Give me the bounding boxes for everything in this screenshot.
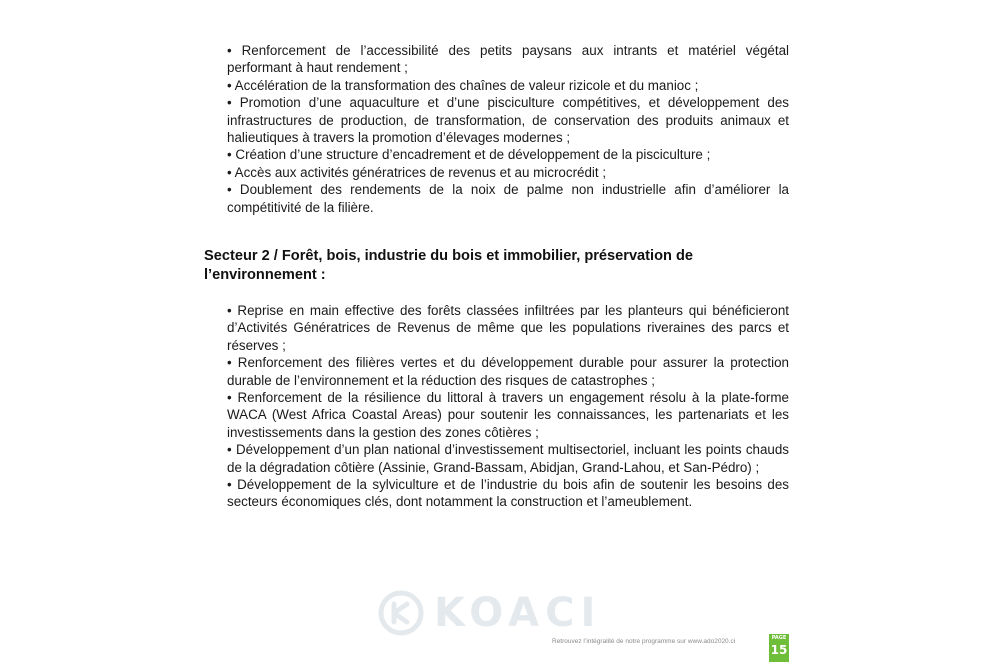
list-item: • Développement de la sylviculture et de l’industrie du bois afin de soutenir les besoins des secteurs économiques clés, dont notamment la construction et l’ameublement. <box>227 477 789 510</box>
list-item: • Reprise en main effective des forêts classées infiltrées par les planteurs qui bénéficieront d’Activités Génératrices de Revenus de même que les populations riveraines des parcs et réserves ; <box>227 303 789 353</box>
footer-note: Retrouvez l’intégralité de notre programme sur www.ado2020.ci <box>552 638 736 645</box>
section1-list <box>227 42 789 216</box>
section2-heading: Secteur 2 / Forêt, bois, industrie du bois et immobilier, préservation de l’environnement : <box>204 248 694 283</box>
section2-list <box>227 302 789 511</box>
list-item: • Promotion d’une aquaculture et d’une pisciculture compétitives, et développement des infrastructures de production, de transformation, de conservation des produits animaux et halieutiques à travers la promotion d’élevages modernes ; <box>227 95 789 146</box>
list-item: • Développement d’un plan national d’investissement multisectoriel, incluant les points chauds de la dégradation côtière (Assinie, Grand-Bassam, Abidjan, Grand-Lahou, et San-Pédro) ; <box>227 442 789 475</box>
list-item: • Accélération de la transformation des chaînes de valeur rizicole et du manioc ; <box>227 77 699 93</box>
watermark <box>378 588 601 638</box>
page-label: PAGE <box>771 635 787 641</box>
watermark-logo-icon <box>378 590 424 636</box>
page-number-badge <box>769 634 789 662</box>
list-item: • Renforcement des filières vertes et du développement durable pour assurer la protection durable de l’environnement et la réduction des risques de catastrophes ; <box>227 355 789 388</box>
list-item: • Renforcement de la résilience du littoral à travers un engagement résolu à la plate-forme WACA (West Africa Coastal Areas) pour soutenir les connaissances, les partenariats et les investissements dans la gestion des zones côtières ; <box>227 390 789 440</box>
list-item: • Accès aux activités génératrices de revenus et au microcrédit ; <box>227 164 607 180</box>
page-number: 15 <box>770 643 788 657</box>
watermark-text: KOACI <box>434 590 602 636</box>
list-item: • Doublement des rendements de la noix de palme non industrielle afin d’améliorer la compétitivité de la filière. <box>227 182 789 215</box>
list-item: • Création d’une structure d’encadrement et de développement de la pisciculture ; <box>227 147 711 163</box>
list-item: • Renforcement de l’accessibilité des petits paysans aux intrants et matériel végétal performant à haut rendement ; <box>227 43 789 76</box>
